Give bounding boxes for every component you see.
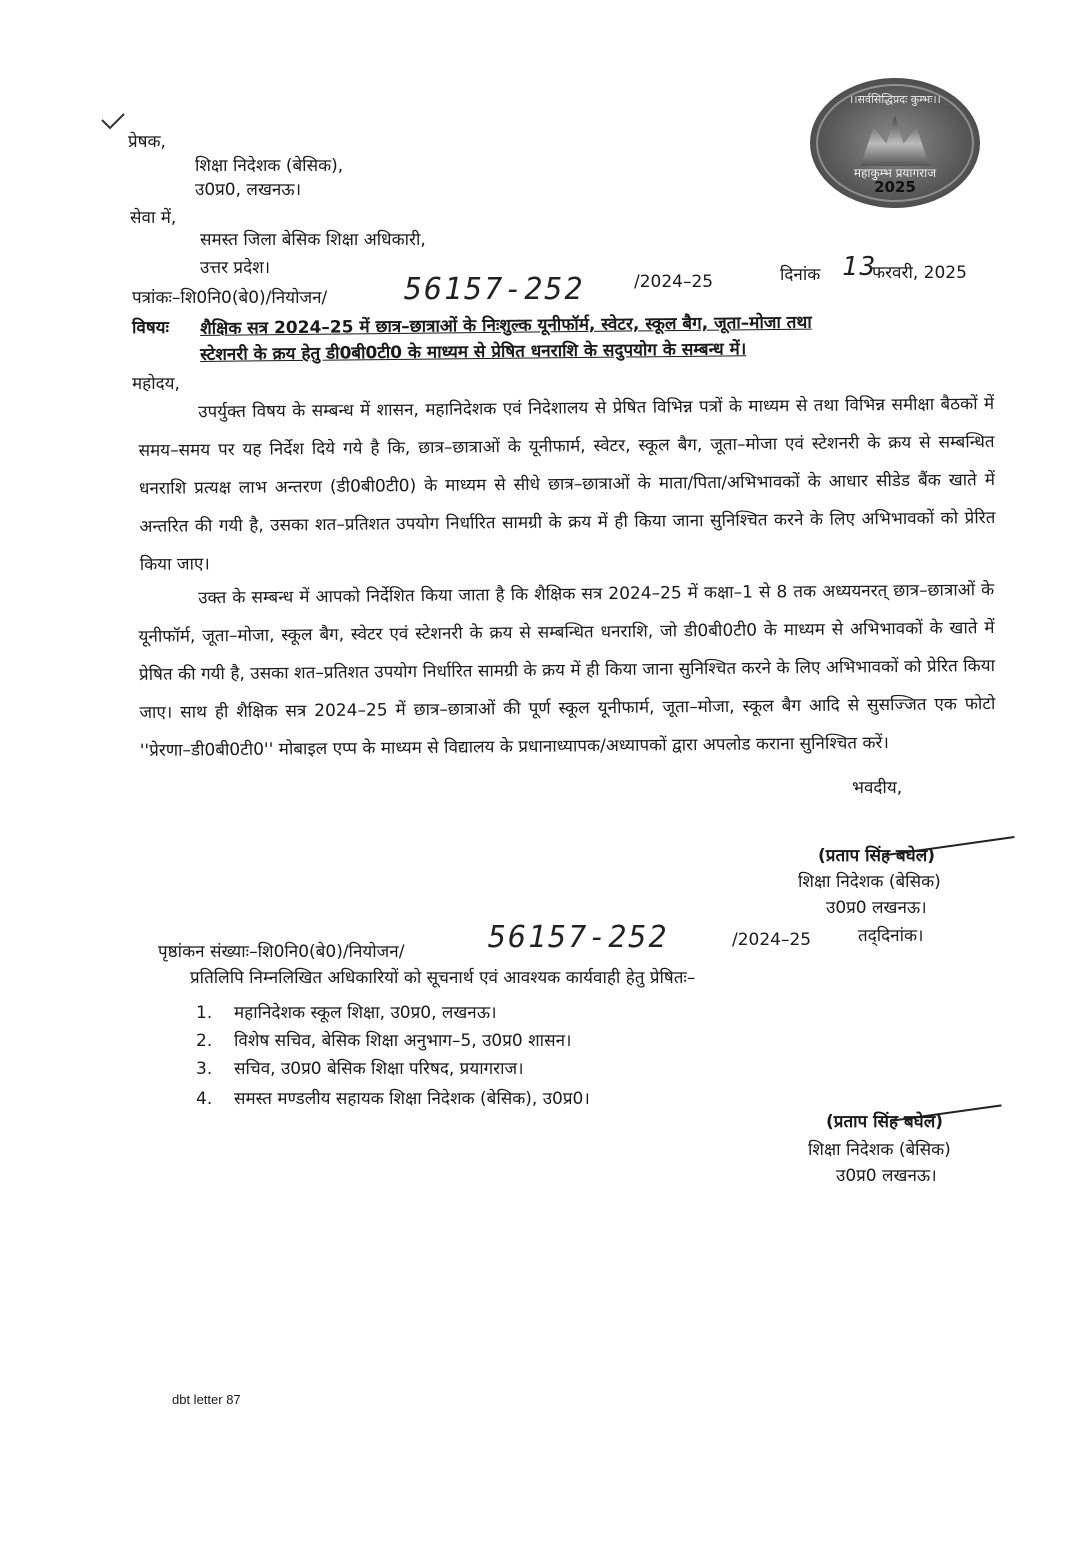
signature-2-name: (प्रताप सिंह बघेल) [826, 1112, 943, 1132]
endorsement-date: तद्‌दिनांक। [858, 926, 924, 946]
endorsement-intro: प्रतिलिपि निम्नलिखित अधिकारियों को सूचनार्थ एवं आवश्यक कार्यवाही हेतु प्रेषितः– [190, 968, 696, 988]
kumbh-stamp-logo [810, 78, 980, 208]
recipient-line-1: समस्त जिला बेसिक शिक्षा अधिकारी, [200, 230, 426, 250]
date-rest: फरवरी, 2025 [872, 263, 967, 283]
closing: भवदीय, [852, 778, 903, 798]
endorsement-session: /2024–25 [732, 930, 812, 950]
stamp-top-text: ।।सर्वसिद्धिप्रदः कुम्भः।। [849, 93, 941, 106]
subject-line-1: शैक्षिक सत्र 2024–25 में छात्र–छात्राओं के निःशुल्क यूनीफॉर्म, स्वेटर, स्कूल बैग, जूता–मोजा तथा [200, 312, 812, 339]
subject-line-2: स्टेशनरी के क्रय हेतु डी0बी0टी0 के माध्यम से प्रेषित धनराशि के सदुपयोग के सम्बन्ध में। [200, 339, 747, 365]
list-item [196, 1028, 571, 1051]
date-day-handwritten: 13 [842, 252, 878, 282]
list-item-number: 2. [196, 1031, 213, 1051]
signature-1-name: (प्रताप सिंह बघेल) [818, 846, 935, 866]
signature-1-place: उ0प्र0 लखनऊ। [826, 898, 927, 918]
body-paragraph-2-text: उक्त के सम्बन्ध में आपको निर्देशित किया जाता है कि शैक्षिक सत्र 2024–25 में कक्षा–1 से 8 तक अध्ययनरत् छात्र–छात्राओं के यूनीफॉर्म, जूता–मोजा, स्कूल बैग, स्वेटर एवं स्टेशनरी के क्रय से सम्बन्धित धनराशि, जो डी0बी0टी0 के माध्यम से अभिभावकों के खाते में प्रेषित की गयी है, उसका शत–प्रतिशत उपयोग निर्धारित सामग्री के क्रय में ही किया जाना सुनिश्चित करने के लिए अभिभावकों को प्रेरित किया जाए। साथ ही शैक्षिक सत्र 2024–25 में छात्र–छात्राओं की पूर्ण स्कूल यूनीफार्म, जूता–मोजा, स्कूल बैग आदि से सुसज्जित एक फोटो ''प्रेरणा–डी0बी0टी0'' मोबाइल एप्प के माध्यम से विद्यालय के प्रधानाध्यापक/अध्यापकों द्वारा अपलोड कराना सुनिश्चित करें। [138, 580, 996, 761]
stamp-year: 2025 [874, 178, 916, 196]
list-item-text: महानिदेशक स्कूल शिक्षा, उ0प्र0, लखनऊ। [234, 1003, 497, 1023]
signature-1-designation: शिक्षा निदेशक (बेसिक) [798, 872, 941, 892]
list-item-text: समस्त मण्डलीय सहायक शिक्षा निदेशक (बेसिक), उ0प्र0। [234, 1089, 590, 1109]
body-paragraph-2 [138, 571, 996, 770]
list-item-text: सचिव, उ0प्र0 बेसिक शिक्षा परिषद, प्रयागराज। [234, 1059, 524, 1079]
sender-line-2: उ0प्र0, लखनऊ। [195, 180, 302, 200]
sender-label: प्रेषक, [128, 132, 166, 152]
list-item-text: विशेष सचिव, बेसिक शिक्षा अनुभाग–5, उ0प्र0 शासन। [234, 1031, 572, 1051]
sender-line-1: शिक्षा निदेशक (बेसिक), [195, 156, 344, 176]
stamp-bottom-text: महाकुम्भ प्रयागराज [853, 166, 937, 180]
ref-session: /2024–25 [634, 272, 714, 292]
endorsement-prefix: पृष्ठांकन संख्याः–शि0नि0(बे0)/नियोजन/ [158, 942, 405, 962]
list-item [196, 1086, 590, 1109]
list-item-number: 4. [196, 1089, 213, 1109]
body-paragraph-1-text: उपर्युक्त विषय के सम्बन्ध में शासन, महानिदेशक एवं निदेशालय से प्रेषित विभिन्न पत्रों के माध्यम से तथा विभिन्न समीक्षा बैठकों में समय–समय पर यह निर्देश दिये गये है कि, छात्र–छात्राओं के यूनीफार्म, स्वेटर, स्कूल बैग, जूता–मोजा एवं स्टेशनरी के क्रय से सम्बन्धित धनराशि प्रत्यक्ष लाभ अन्तरण (डी0बी0टी0) के माध्यम से सीधे छात्र–छात्राओं के माता/पिता/अभिभावकों के आधार सीडेड बैंक खाते में अन्तरित की गयी है, उसका शत–प्रतिशत उपयोग निर्धारित सामग्री के क्रय में ही किया जाना सुनिश्चित करने के लिए अभिभावकों को प्रेरित किया जाए। [138, 394, 996, 575]
list-item [196, 1000, 497, 1023]
list-item [196, 1056, 524, 1079]
body-paragraph-1 [138, 385, 996, 584]
footer-label: dbt letter 87 [172, 1392, 241, 1407]
tick-mark-icon [100, 112, 126, 132]
recipient-line-2: उत्तर प्रदेश। [200, 258, 271, 278]
signature-2-place: उ0प्र0 लखनऊ। [836, 1166, 937, 1186]
salutation: महोदय, [132, 374, 180, 394]
date-label: दिनांक [780, 265, 821, 285]
recipient-label: सेवा में, [130, 208, 177, 228]
subject-label: विषयः [132, 318, 169, 338]
signature-2-designation: शिक्षा निदेशक (बेसिक) [808, 1140, 951, 1160]
list-item-number: 3. [196, 1059, 213, 1079]
ref-number-handwritten: 56157-252 [404, 272, 585, 307]
endorsement-number-handwritten: 56157-252 [488, 920, 669, 955]
ref-prefix: पत्रांकः–शि0नि0(बे0)/नियोजन/ [132, 288, 328, 308]
list-item-number: 1. [196, 1003, 213, 1023]
